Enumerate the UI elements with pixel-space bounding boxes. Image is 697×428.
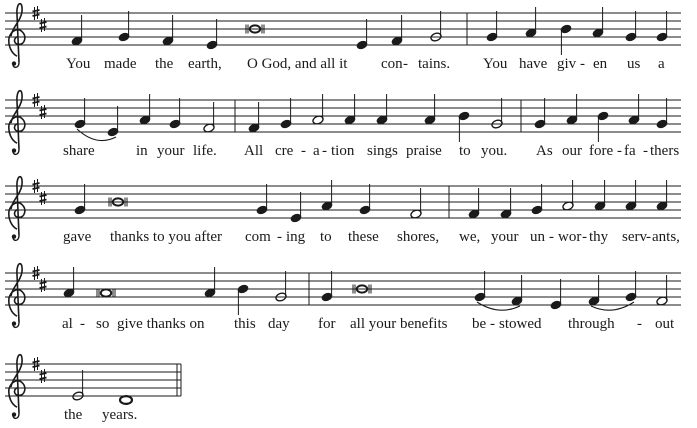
reciting-note	[97, 289, 115, 298]
lyric-syllable: -	[277, 229, 282, 245]
lyric-syllable: tains.	[418, 56, 451, 72]
lyric-syllable: -	[490, 316, 495, 332]
lyric-syllable: have	[519, 56, 548, 72]
lyric-syllable: com	[245, 229, 271, 245]
lyric-syllable: -	[637, 316, 642, 332]
lyric-syllable: con	[381, 56, 403, 72]
lyric-syllable: -	[580, 56, 585, 72]
lyric-syllable: cre	[275, 143, 294, 159]
lyric-syllable: this	[234, 316, 256, 332]
lyric-syllable: share	[63, 143, 95, 159]
lyric-syllable: be	[472, 316, 487, 332]
lyric-syllable: a	[658, 56, 665, 72]
whole-note	[120, 396, 132, 404]
lyric-syllable: to	[320, 229, 332, 245]
lyric-syllable: ants,	[652, 229, 680, 245]
lyric-syllable: -	[301, 143, 306, 159]
lyric-syllable: praise	[406, 143, 442, 159]
lyric-syllable: thanks to you after	[110, 229, 223, 245]
lyric-syllable: -	[80, 316, 85, 332]
lyric-syllable: -	[617, 143, 622, 159]
lyric-syllable: -	[403, 56, 408, 72]
lyric-syllable: give thanks on	[117, 316, 205, 332]
lyric-syllable: un	[530, 229, 545, 245]
lyric-syllable: you.	[481, 143, 508, 159]
lyric-syllable: al	[62, 316, 73, 332]
lyric-syllable: thers	[650, 143, 680, 159]
lyric-syllable: serv	[622, 229, 647, 245]
staff	[5, 13, 681, 45]
lyric-syllable: fa	[624, 143, 636, 159]
staff	[5, 100, 681, 132]
lyric-syllable: years.	[102, 407, 138, 423]
staff	[5, 186, 681, 218]
lyric-syllable: -	[549, 229, 554, 245]
lyric-syllable: shores,	[397, 229, 440, 245]
sharp-icon	[40, 278, 47, 292]
lyric-syllable: giv	[557, 56, 577, 72]
lyric-syllable: thy	[589, 229, 609, 245]
lyric-syllable: tion	[331, 143, 355, 159]
lyric-syllable: wor	[558, 229, 582, 245]
lyric-syllable: stowed	[499, 316, 542, 332]
lyric-syllable: a	[313, 143, 320, 159]
lyric-syllable: -	[322, 143, 327, 159]
lyric-syllable: -	[643, 143, 648, 159]
lyric-syllable: through	[568, 316, 615, 332]
lyric-syllable: our	[562, 143, 582, 159]
sharp-icon	[40, 369, 47, 383]
lyric-syllable: -	[646, 229, 651, 245]
sharp-icon	[40, 105, 47, 119]
lyric-syllable: life.	[193, 143, 217, 159]
lyric-syllable: we,	[459, 229, 481, 245]
lyric-syllable: As	[536, 143, 553, 159]
lyric-syllable: You	[483, 56, 508, 72]
lyric-syllable: your	[157, 143, 185, 159]
lyric-syllable: for	[318, 316, 336, 332]
sharp-icon	[40, 191, 47, 205]
lyric-syllable: all your benefits	[350, 316, 448, 332]
lyric-syllable: out	[655, 316, 675, 332]
sharp-icon	[40, 18, 47, 32]
lyric-syllable: en	[593, 56, 608, 72]
lyric-syllable: your	[491, 229, 519, 245]
lyric-syllable: these	[348, 229, 379, 245]
lyric-syllable: the	[155, 56, 174, 72]
lyric-syllable: You	[66, 56, 91, 72]
lyric-syllable: -	[582, 229, 587, 245]
lyric-syllable: gave	[63, 229, 92, 245]
lyric-syllable: in	[136, 143, 148, 159]
lyric-syllable: made	[104, 56, 137, 72]
lyric-syllable: earth,	[188, 56, 222, 72]
lyric-syllable: All	[244, 143, 264, 159]
lyric-syllable: the	[64, 407, 83, 423]
lyric-syllable: fore	[589, 143, 614, 159]
lyric-syllable: day	[268, 316, 290, 332]
lyric-syllable: us	[627, 56, 641, 72]
lyric-syllable: sings	[367, 143, 398, 159]
lyric-syllable: O God, and all it	[247, 56, 348, 72]
staff	[5, 364, 181, 396]
lyric-syllable: ing	[286, 229, 306, 245]
lyric-syllable: so	[96, 316, 110, 332]
lyric-syllable: to	[459, 143, 471, 159]
